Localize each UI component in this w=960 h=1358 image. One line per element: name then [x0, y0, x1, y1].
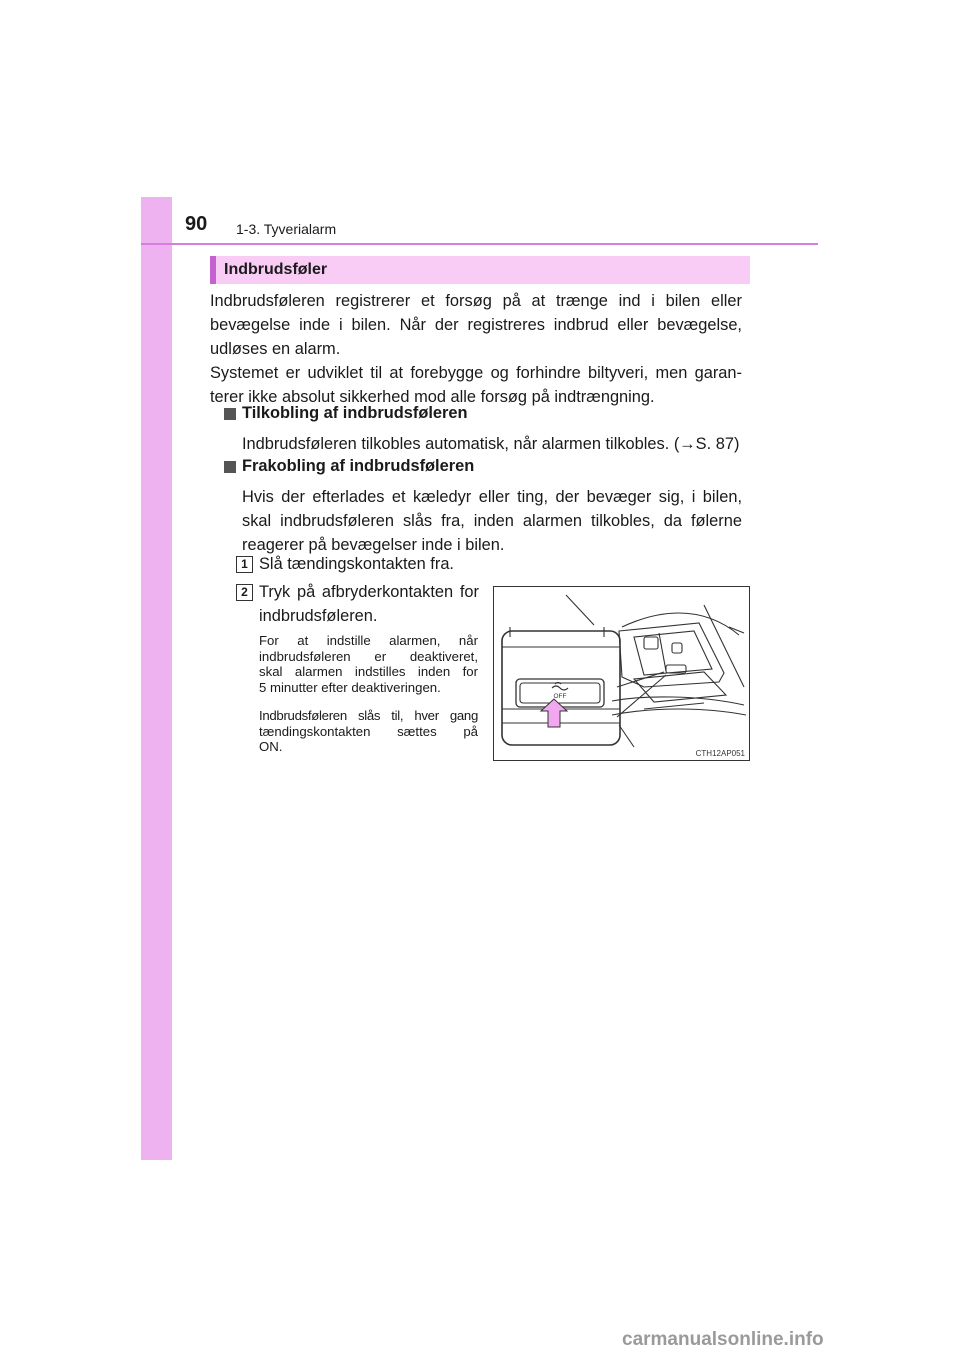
text-line: ON.: [259, 739, 283, 754]
step-number-1: 1: [236, 556, 253, 573]
figure-code: CTH12AP051: [695, 749, 745, 758]
section-heading: Indbrudsføler: [210, 256, 750, 284]
step-1-text: Slå tændingskontakten fra.: [259, 555, 454, 573]
square-bullet-icon: [224, 461, 236, 473]
note-2: [259, 708, 478, 755]
subheading-activation: Tilkobling af indbrudsføleren: [242, 404, 468, 422]
text-line: Systemet er udviklet til at forebygge og forhindre biltyveri, men garan-: [210, 364, 742, 382]
intro-paragraph-1: [210, 289, 742, 361]
text-line: bevægelse inde i bilen. Når der registreres indbrud eller bevægelse,: [210, 316, 742, 334]
watermark: carmanualsonline.info: [622, 1329, 824, 1350]
header-rule: [141, 243, 818, 245]
text-line: reagerer på bevægelser inde i bilen.: [242, 536, 505, 554]
text-line: terer ikke absolut sikkerhed mod alle forsøg på indtrængning.: [210, 388, 655, 406]
text-line: skal indbrudsføleren slås fra, inden alarmen tilkobles, da følerne: [242, 512, 742, 530]
text-line: indbrudsføleren.: [259, 607, 378, 625]
note-1: [259, 633, 478, 695]
text-line: Tryk på afbryderkontakten for: [259, 583, 479, 601]
step-2-text: [259, 580, 479, 628]
text-line: For at indstille alarmen, når: [259, 633, 478, 648]
text-line: Hvis der efterlades et kæledyr eller ting, der bevæger sig, i bilen,: [242, 488, 742, 506]
text-line: tændingskontakten sættes på: [259, 723, 478, 739]
deactivation-text: [242, 485, 742, 557]
switch-illustration: [493, 586, 750, 761]
intro-paragraph-2: [210, 361, 742, 409]
sidebar-tab: [141, 197, 172, 1160]
off-label: OFF: [553, 693, 567, 700]
subheading-deactivation: Frakobling af indbrudsføleren: [242, 457, 475, 475]
section-title: 1-3. Tyverialarm: [236, 221, 337, 237]
text-line: Indbrudsføleren registrerer et forsøg på at trænge ind i bilen eller: [210, 292, 742, 310]
text-line: skal alarmen indstilles inden for: [259, 664, 478, 679]
text-line: Indbrudsføleren slås til, hver gang: [259, 708, 478, 723]
step-number-2: 2: [236, 584, 253, 601]
page-number: 90: [185, 213, 208, 235]
square-bullet-icon: [224, 408, 236, 420]
activation-text: Indbrudsføleren tilkobles automatisk, når alarmen tilkobles. (→S. 87): [242, 435, 740, 453]
text-line: udløses en alarm.: [210, 340, 341, 358]
text-line: 5 minutter efter deaktiveringen.: [259, 679, 441, 695]
overhead-console-drawing: [494, 587, 749, 760]
text-line: indbrudsføleren er deaktiveret,: [259, 648, 478, 664]
